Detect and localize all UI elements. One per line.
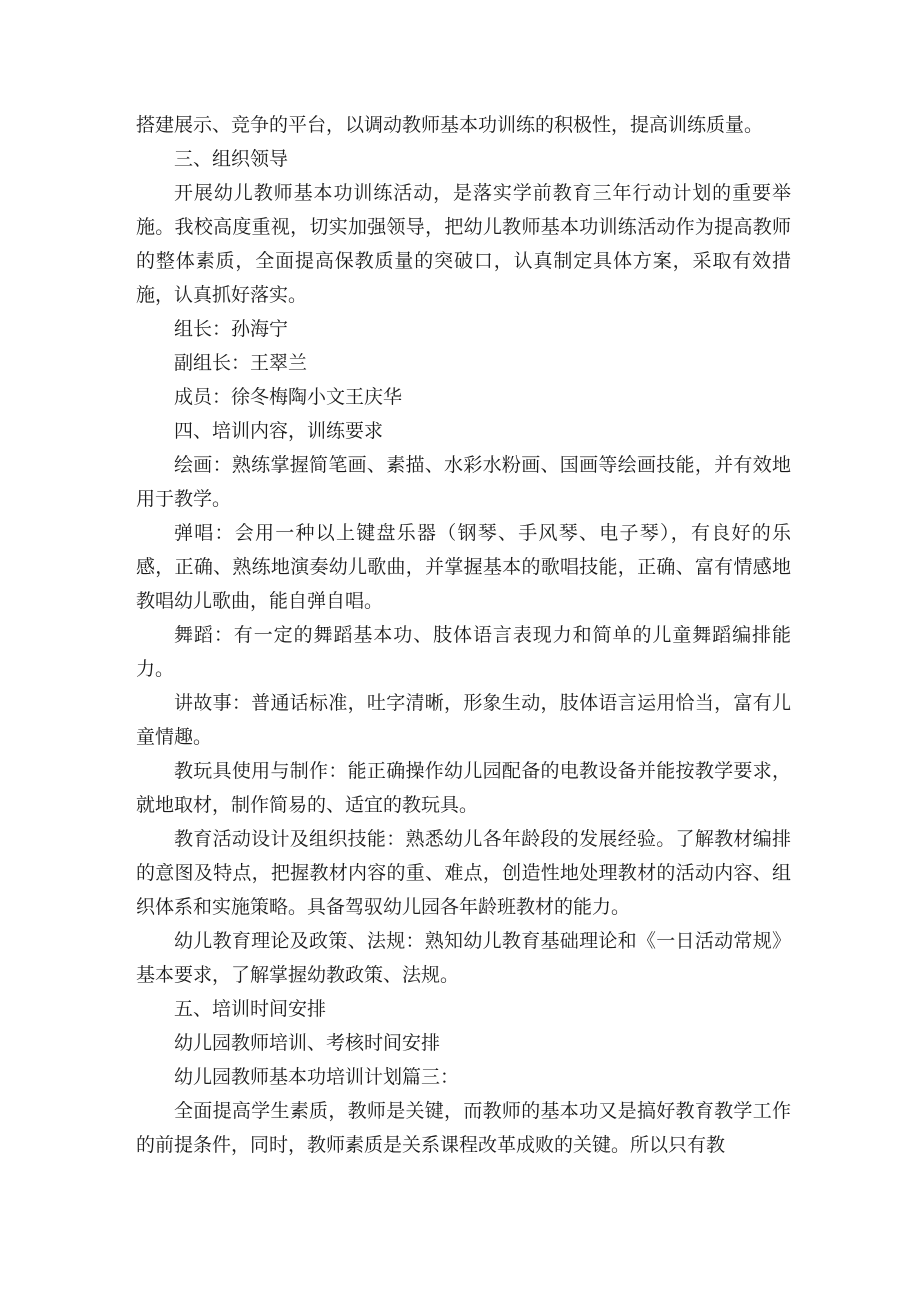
section-heading-content: 四、培训内容，训练要求	[174, 420, 384, 442]
paragraph-intro-part-three: 全面提高学生素质，教师是关键，而教师的基本功又是搞好教育教学工作的前提条件，同时，教师素质是关系课程改革成败的关键。所以只有教	[136, 1100, 791, 1156]
paragraph-schedule-title: 幼儿园教师培训、考核时间安排	[174, 1032, 441, 1054]
team-members: 成员：徐冬梅陶小文王庆华	[174, 386, 403, 408]
paragraph-storytelling: 讲故事：普通话标准，吐字清晰，形象生动，肢体语言运用恰当，富有儿童情趣。	[136, 692, 791, 748]
paragraph-theory: 幼儿教育理论及政策、法规：熟知幼儿教育基础理论和《一日活动常规》基本要求，了解掌握幼教政策、法规。	[136, 930, 791, 986]
paragraph-dance: 舞蹈：有一定的舞蹈基本功、肢体语言表现力和简单的儿童舞蹈编排能力。	[136, 624, 791, 680]
document-body	[136, 108, 791, 1162]
section-heading-schedule: 五、培训时间安排	[174, 998, 327, 1020]
paragraph-continuation: 搭建展示、竞争的平台，以调动教师基本功训练的积极性，提高训练质量。	[136, 114, 764, 136]
team-leader: 组长：孙海宁	[174, 318, 289, 340]
paragraph-organization: 开展幼儿教师基本功训练活动，是落实学前教育三年行动计划的重要举施。我校高度重视，切实加强领导，把幼儿教师基本功训练活动作为提高教师的整体素质，全面提高保教质量的突破口，认真制定具体方案，采取有效措施，认真抓好落实。	[136, 182, 791, 306]
paragraph-activity-design: 教育活动设计及组织技能：熟悉幼儿各年龄段的发展经验。了解教材编排的意图及特点，把握教材内容的重、难点，创造性地处理教材的活动内容、组织体系和实施策略。具备驾驭幼儿园各年龄班教材的能力。	[136, 828, 791, 918]
paragraph-plan-part-three: 幼儿园教师基本功培训计划篇三：	[174, 1066, 460, 1088]
paragraph-drawing: 绘画：熟练掌握简笔画、素描、水彩水粉画、国画等绘画技能，并有效地用于教学。	[136, 454, 791, 510]
paragraph-singing: 弹唱：会用一种以上键盘乐器（钢琴、手风琴、电子琴），有良好的乐感，正确、熟练地演奏幼儿歌曲，并掌握基本的歌唱技能，正确、富有情感地教唱幼儿歌曲，能自弹自唱。	[136, 522, 791, 612]
section-heading-organization: 三、组织领导	[174, 148, 289, 170]
paragraph-toys: 教玩具使用与制作：能正确操作幼儿园配备的电教设备并能按教学要求，就地取材，制作简易的、适宜的教玩具。	[136, 760, 791, 816]
team-deputy-leader: 副组长：王翠兰	[174, 352, 308, 374]
